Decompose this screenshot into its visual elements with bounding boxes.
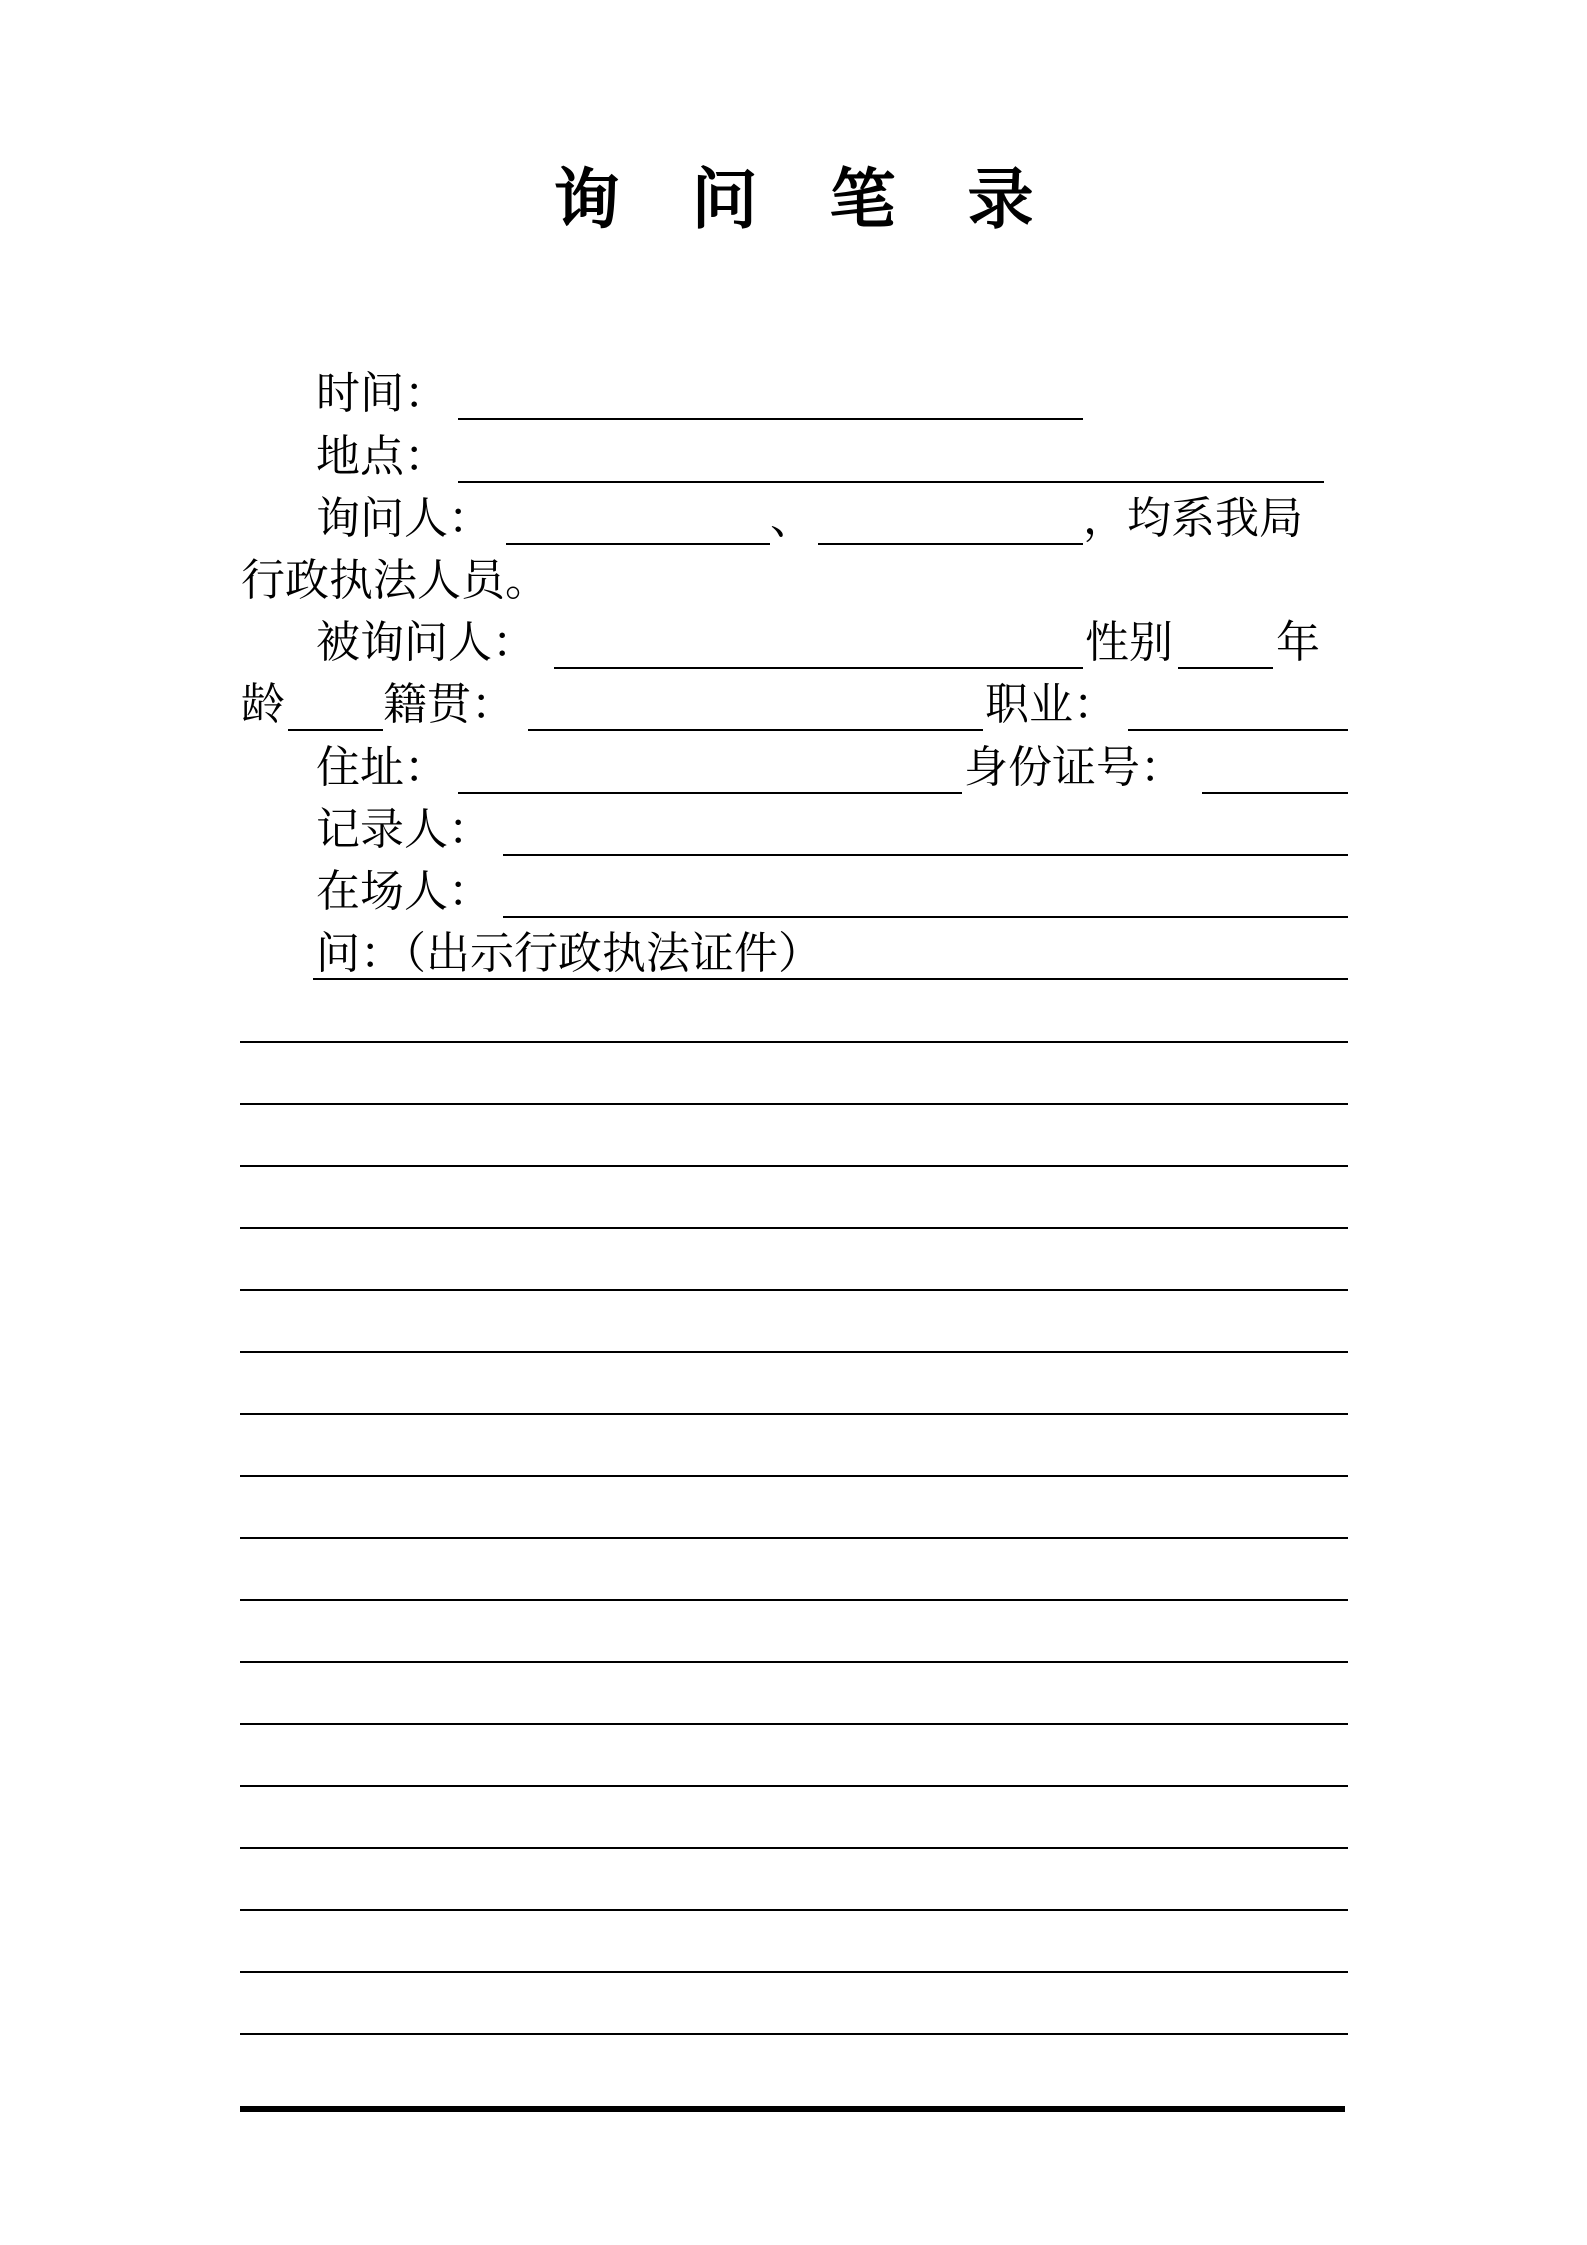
answer-line[interactable] [240, 1475, 1348, 1477]
native-label: 籍贯： [383, 679, 515, 730]
answer-line[interactable] [240, 1227, 1348, 1229]
answer-line[interactable] [240, 1785, 1348, 1787]
answer-line[interactable] [240, 1599, 1348, 1601]
address-label: 住址： [316, 742, 448, 793]
address-field[interactable] [458, 742, 962, 794]
inquiree-label: 被询问人： [316, 617, 536, 668]
bottom-rule [240, 2106, 1345, 2112]
answer-line[interactable] [240, 1537, 1348, 1539]
answer-line[interactable] [240, 1661, 1348, 1663]
age-label-part1: 年 [1276, 617, 1320, 668]
place-field[interactable] [458, 431, 1324, 483]
sex-field[interactable] [1178, 617, 1273, 669]
age-field[interactable] [288, 679, 383, 731]
present-row [0, 866, 1587, 918]
inquirer-suffix-line2: 行政执法人员。 [241, 555, 549, 606]
inquirer-row [0, 493, 1587, 545]
answer-line[interactable] [240, 1909, 1348, 1911]
answer-line[interactable] [240, 1289, 1348, 1291]
time-label: 时间： [316, 368, 448, 419]
time-row [0, 368, 1587, 420]
place-label: 地点： [316, 431, 448, 482]
present-label: 在场人： [316, 866, 492, 917]
inquiree-field[interactable] [554, 617, 1083, 669]
recorder-label: 记录人： [316, 804, 492, 855]
time-field[interactable] [458, 368, 1083, 420]
age-label-part2: 龄 [241, 679, 285, 730]
document-title [0, 150, 1587, 250]
address-id-row [0, 742, 1587, 794]
occupation-field[interactable] [1128, 679, 1348, 731]
inquiree-row [0, 617, 1587, 669]
answer-line[interactable] [240, 1165, 1348, 1167]
answer-line[interactable] [240, 1351, 1348, 1353]
recorder-row [0, 804, 1587, 856]
place-row [0, 431, 1587, 483]
answer-line[interactable] [240, 1041, 1348, 1043]
id-number-field[interactable] [1202, 742, 1348, 794]
age-native-occupation-row [0, 679, 1587, 731]
question-text: 问：（出示行政执法证件） [316, 928, 822, 979]
question-row [0, 928, 1587, 980]
answer-line[interactable] [240, 1413, 1348, 1415]
sex-label: 性别 [1085, 617, 1173, 668]
answer-line[interactable] [240, 1103, 1348, 1105]
answer-line[interactable] [240, 2033, 1348, 2035]
native-field[interactable] [528, 679, 983, 731]
answer-line[interactable] [240, 1847, 1348, 1849]
answer-line[interactable] [240, 1723, 1348, 1725]
inquirer-suffix: ，均系我局 [1083, 493, 1303, 544]
title-char: 笔 [829, 161, 896, 238]
inquirer-1-field[interactable] [506, 493, 770, 545]
inquirer-2-field[interactable] [818, 493, 1083, 545]
title-char: 问 [691, 161, 758, 238]
inquirer-label: 询问人： [316, 493, 492, 544]
recorder-field[interactable] [503, 804, 1348, 856]
inquirer-separator: 、 [770, 493, 814, 544]
occupation-label: 职业： [985, 679, 1117, 730]
title-char: 询 [553, 161, 620, 238]
id-number-label: 身份证号： [964, 742, 1184, 793]
present-field[interactable] [503, 866, 1348, 918]
inquirer-continuation-row [0, 555, 1587, 607]
title-char: 录 [967, 161, 1034, 238]
answer-line[interactable] [240, 1971, 1348, 1973]
